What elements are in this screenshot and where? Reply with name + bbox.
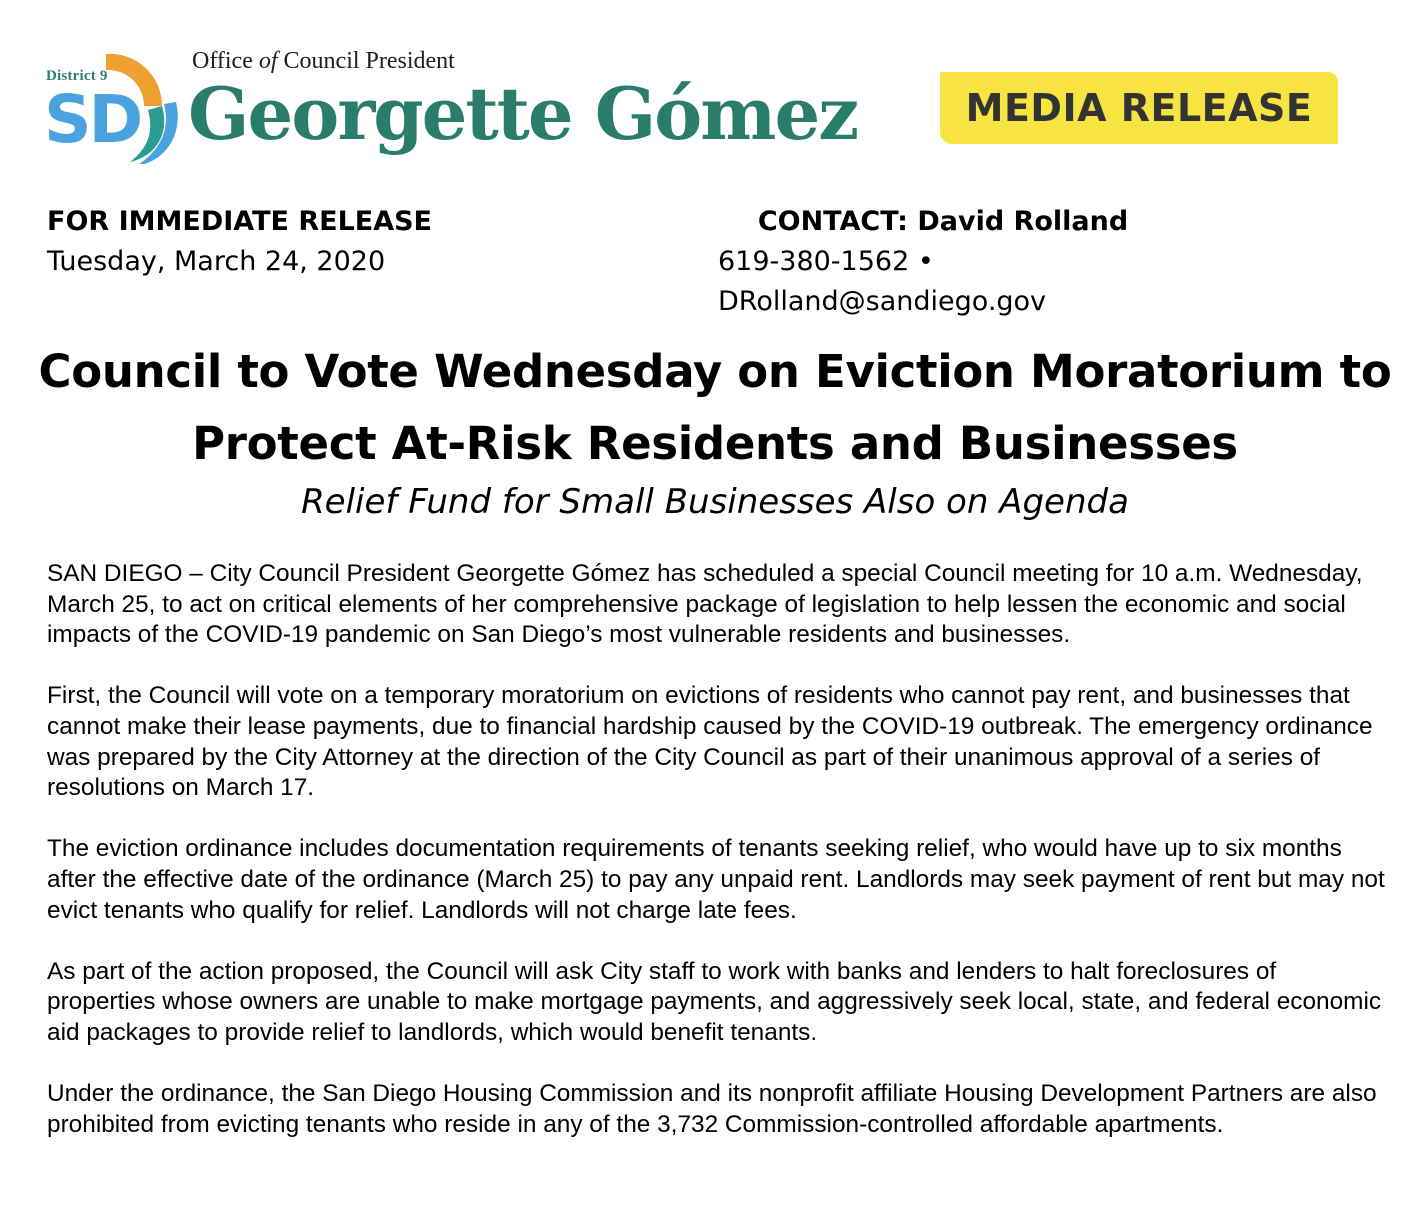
body-paragraph-1: SAN DIEGO – City Council President Georgette Gómez has scheduled a special Council meeting for 10 a.m. Wednesday, March 25, to act on critical elements of her comprehensive package of legislation to help lessen the economic and social impacts of the COVID-19 pandemic on San Diego’s most vulnerable residents and businesses. bbox=[47, 560, 1363, 649]
release-date: Tuesday, March 24, 2020 bbox=[47, 246, 386, 277]
contact-info bbox=[718, 202, 1258, 322]
contact-label: CONTACT: David Rolland bbox=[757, 206, 1129, 237]
district-label: District 9 bbox=[46, 68, 108, 84]
body-paragraph-5: Under the ordinance, the San Diego Housing Commission and its nonprofit affiliate Housing Development Partners are also prohibited from evicting tenants who reside in any of the 3,732 Commission-controlled affordable apartments. bbox=[47, 1080, 1377, 1138]
body-paragraph-3: The eviction ordinance includes documentation requirements of tenants seeking relief, who would have up to six months after the effective date of the ordinance (March 25) to pay any unpaid rent. Landlords may seek payment of rent but may not evict tenants who qualify for relief. Landlords will not charge late fees. bbox=[47, 835, 1385, 924]
release-info bbox=[47, 202, 432, 282]
media-release-badge: MEDIA RELEASE bbox=[940, 72, 1338, 144]
release-body bbox=[47, 559, 1387, 1171]
subheadline: Relief Fund for Small Businesses Also on Agenda bbox=[301, 482, 1129, 522]
sd-logo-letters: SD bbox=[44, 81, 141, 158]
headline-line-1: Council to Vote Wednesday on Eviction Moratorium to bbox=[38, 345, 1392, 398]
headline bbox=[30, 336, 1400, 480]
body-paragraph-4: As part of the action proposed, the Council will ask City staff to work with banks and lenders to halt foreclosures of properties whose owners are unable to make mortgage payments, and aggressively seek local, state, and federal economic aid packages to provide relief to landlords, which would benefit tenants. bbox=[47, 957, 1382, 1046]
release-label: FOR IMMEDIATE RELEASE bbox=[47, 206, 433, 237]
office-title-prefix: Office bbox=[192, 48, 253, 74]
office-title-of: of bbox=[258, 48, 278, 74]
letterhead bbox=[44, 40, 858, 170]
contact-details: 619-380-1562 • DRolland@sandiego.gov bbox=[718, 246, 1047, 317]
council-president-name: Georgette Gómez bbox=[188, 71, 858, 156]
body-paragraph-2: First, the Council will vote on a temporary moratorium on evictions of residents who cannot pay rent, and businesses that cannot make their lease payments, due to financial hardship caused by the COVID-19 outbreak. The emergency ordinance was prepared by the City Attorney at the direction of the City Council as part of their unanimous approval of a series of resolutions on March 17. bbox=[47, 682, 1373, 802]
headline-line-2: Protect At-Risk Residents and Businesses bbox=[192, 417, 1238, 470]
office-title-suffix: Council President bbox=[283, 48, 455, 74]
